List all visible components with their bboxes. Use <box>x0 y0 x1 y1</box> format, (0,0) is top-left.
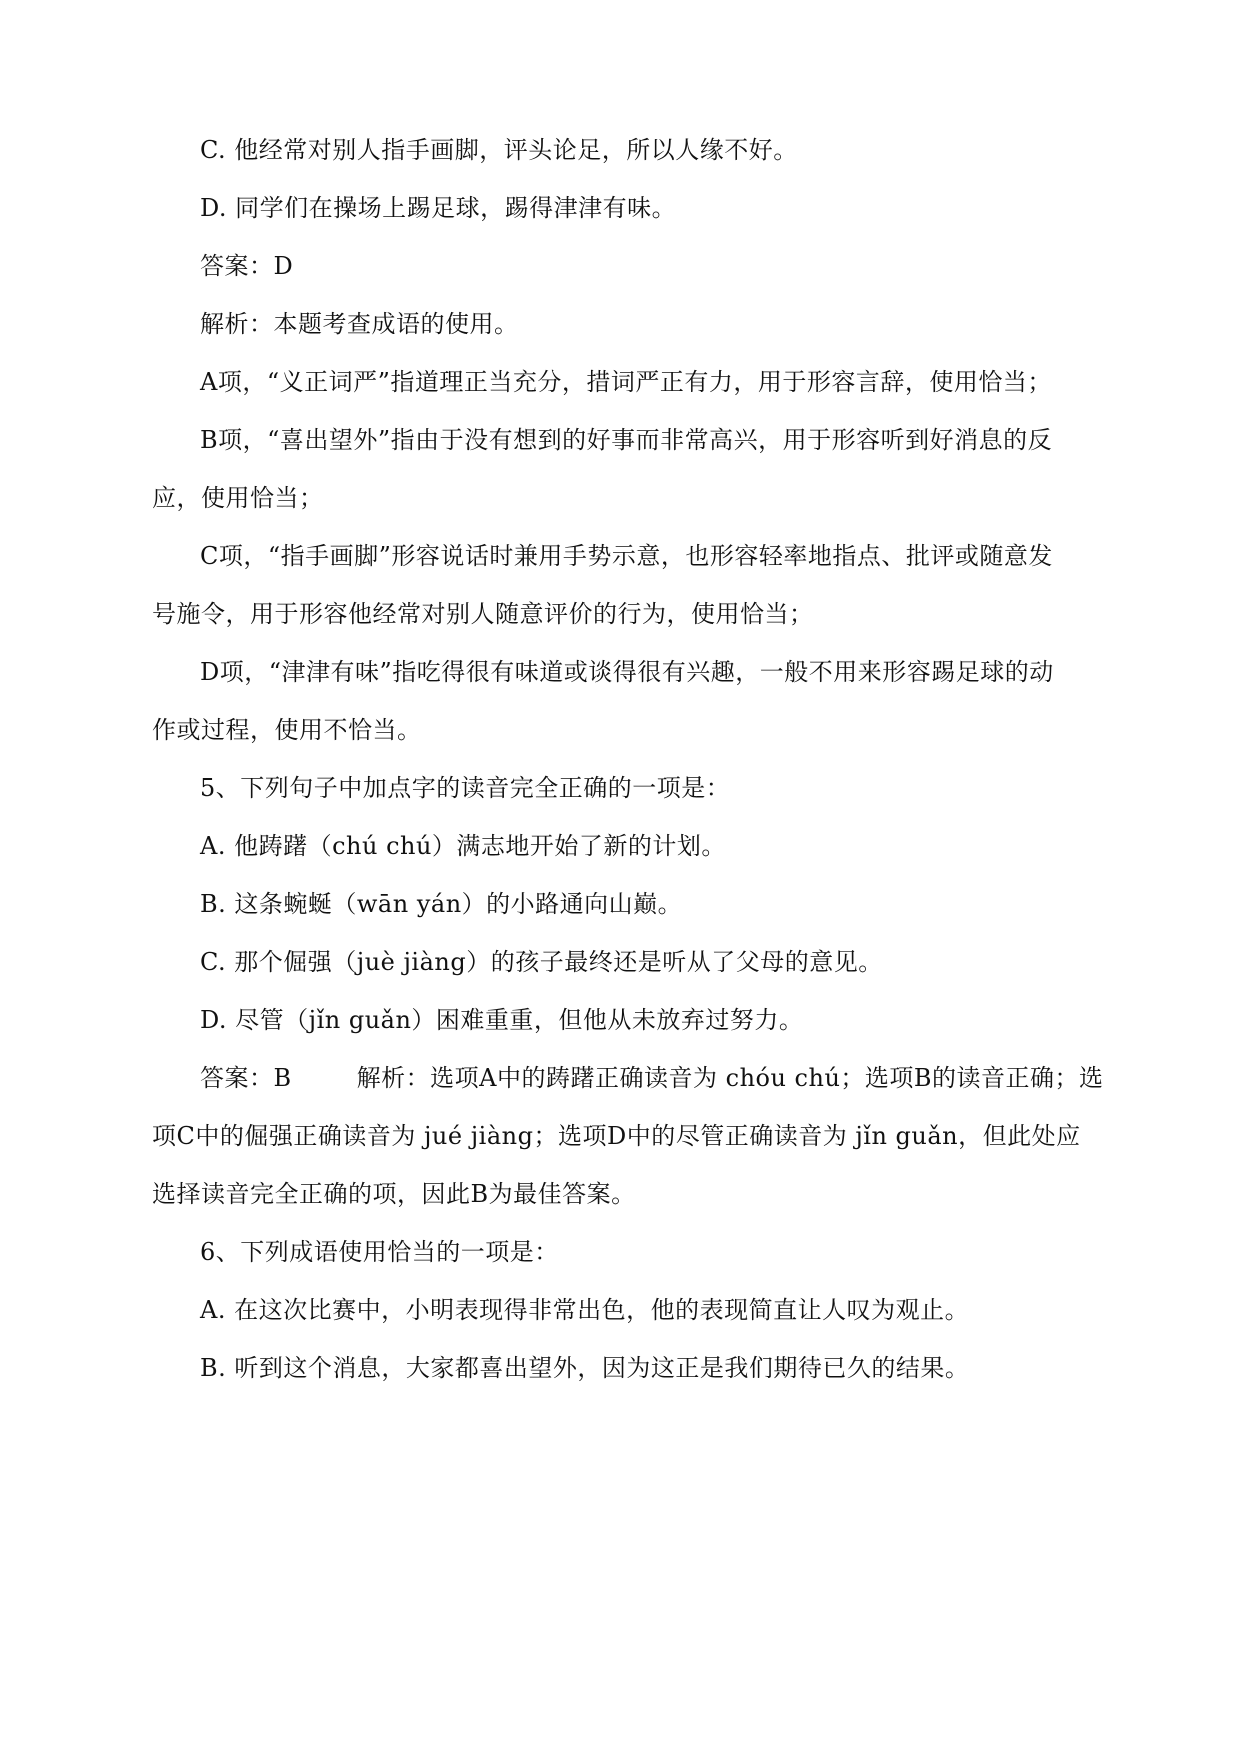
analysis-b-line1: B项，“喜出望外”指由于没有想到的好事而非常高兴，用于形容听到好消息的反 <box>200 426 1053 454</box>
q5-option-d: D. 尽管（jǐn guǎn）困难重重，但他从未放弃过努力。 <box>200 1006 804 1034</box>
question-5: 5、下列句子中加点字的读音完全正确的一项是： <box>200 774 731 802</box>
q5-answer-line2: 项C中的倔强正确读音为 jué jiàng；选项D中的尽管正确读音为 jǐn guǎn，但此处应 <box>152 1122 1081 1150</box>
q5-answer-line1: 答案：B 解析：选项A中的踌躇正确读音为 chóu chú；选项B的读音正确；选 <box>200 1064 1104 1092</box>
q5-option-c: C. 那个倔强（juè jiàng）的孩子最终还是听从了父母的意见。 <box>200 948 883 976</box>
analysis-a-line: A项，“义正词严”指道理正当充分，措词严正有力，用于形容言辞，使用恰当； <box>200 368 1052 396</box>
q5-option-a: A. 他踌躇（chú chú）满志地开始了新的计划。 <box>200 832 726 860</box>
analysis-line: 解析：本题考查成语的使用。 <box>200 310 519 338</box>
q5-option-b: B. 这条蜿蜒（wān yán）的小路通向山巅。 <box>200 890 683 918</box>
option-c-line: C. 他经常对别人指手画脚，评头论足，所以人缘不好。 <box>200 136 798 164</box>
analysis-d-line2: 作或过程，使用不恰当。 <box>152 716 422 744</box>
analysis-d-line1: D项，“津津有味”指吃得很有味道或谈得很有兴趣，一般不用来形容踢足球的动 <box>200 658 1054 686</box>
option-d-line: D. 同学们在操场上踢足球，踢得津津有味。 <box>200 194 677 222</box>
answer-line: 答案：D <box>200 252 294 280</box>
q6-option-a: A. 在这次比赛中，小明表现得非常出色，他的表现简直让人叹为观止。 <box>200 1296 970 1324</box>
analysis-c-line1: C项，“指手画脚”形容说话时兼用手势示意，也形容轻率地指点、批评或随意发 <box>200 542 1053 570</box>
analysis-b-line2: 应，使用恰当； <box>152 484 324 512</box>
q6-option-b: B. 听到这个消息，大家都喜出望外，因为这正是我们期待已久的结果。 <box>200 1354 970 1382</box>
analysis-c-line2: 号施令，用于形容他经常对别人随意评价的行为，使用恰当； <box>152 600 814 628</box>
q5-answer-line3: 选择读音完全正确的项，因此B为最佳答案。 <box>152 1180 636 1208</box>
question-6: 6、下列成语使用恰当的一项是： <box>200 1238 559 1266</box>
